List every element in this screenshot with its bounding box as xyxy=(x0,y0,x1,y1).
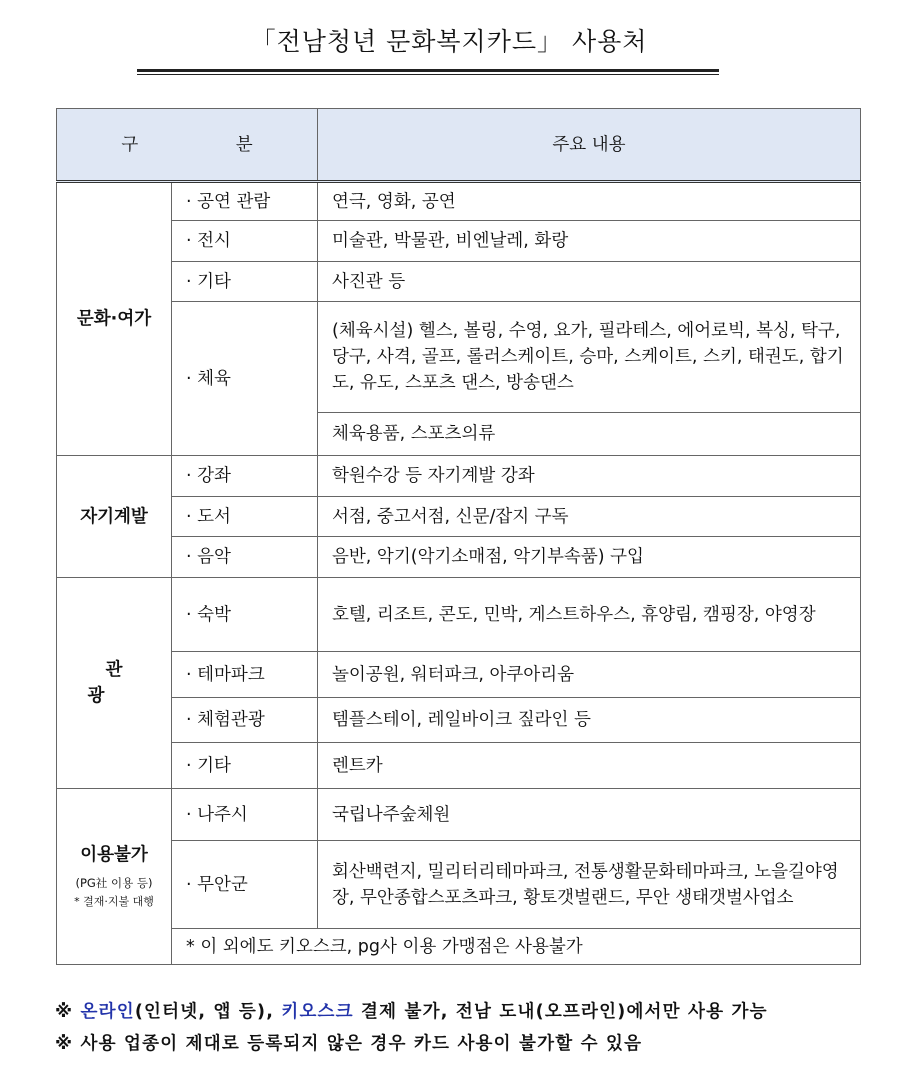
footnotes xyxy=(55,997,875,1061)
footnote-kiosk: 키오스크 xyxy=(281,1002,354,1022)
title-underline xyxy=(137,69,719,72)
sub-category: · 체험관광 xyxy=(172,698,318,743)
sub-category: · 강좌 xyxy=(172,456,318,497)
sub-category: · 나주시 xyxy=(172,789,318,841)
sub-category: · 테마파크 xyxy=(172,652,318,698)
table-row xyxy=(57,537,861,578)
table-row xyxy=(57,262,861,302)
not-allowed-note: * 이 외에도 키오스크, pg사 이용 가맹점은 사용불가 xyxy=(172,929,861,965)
header-content: 주요 내용 xyxy=(318,109,861,182)
category-not-allowed xyxy=(57,789,172,965)
table-header-row xyxy=(57,109,861,182)
content-cell: 회산백련지, 밀리터리테마파크, 전통생활문화테마파크, 노을길야영장, 무안종합스포츠파크, 황토갯벌랜드, 무안 생태갯벌사업소 xyxy=(318,841,861,929)
header-category: 구 분 xyxy=(57,109,318,182)
table-row xyxy=(57,302,861,413)
category-tourism xyxy=(57,578,172,789)
sub-category: · 무안군 xyxy=(172,841,318,929)
table-row xyxy=(57,743,861,789)
footnote-1 xyxy=(55,997,875,1029)
content-cell: 렌트카 xyxy=(318,743,861,789)
content-cell: 음반, 악기(악기소매점, 악기부속품) 구입 xyxy=(318,537,861,578)
page-title: 「전남청년 문화복지카드」 사용처 xyxy=(250,27,648,56)
content-cell: 연극, 영화, 공연 xyxy=(318,182,861,221)
content-cell: 서점, 중고서점, 신문/잡지 구독 xyxy=(318,497,861,537)
content-cell: 호텔, 리조트, 콘도, 민박, 게스트하우스, 휴양림, 캠핑장, 야영장 xyxy=(318,578,861,652)
table-row xyxy=(57,578,861,652)
category-culture: 문화·여가 xyxy=(57,182,172,456)
footnote-mid: (인터넷, 앱 등), xyxy=(134,1002,282,1022)
content-cell: 미술관, 박물관, 비엔날레, 화랑 xyxy=(318,221,861,262)
table-row xyxy=(57,789,861,841)
category-note: (PG社 이용 등) xyxy=(75,875,153,890)
table-row xyxy=(57,182,861,221)
footnote-2: ※ 사용 업종이 제대로 등록되지 않은 경우 카드 사용이 불가할 수 있음 xyxy=(55,1034,643,1054)
usage-table xyxy=(56,108,861,965)
content-cell: (체육시설) 헬스, 볼링, 수영, 요가, 필라테스, 에어로빅, 복싱, 탁구, 당구, 사격, 골프, 롤러스케이트, 승마, 스케이트, 스키, 태권도, 합기도, 유도, 스포츠 댄스, 방송댄스 xyxy=(318,302,861,413)
category-note-sub: * 결재·지불 대행 xyxy=(74,894,154,908)
sub-category: · 체육 xyxy=(172,302,318,456)
table-row xyxy=(57,652,861,698)
table-row xyxy=(57,698,861,743)
sub-category: · 기타 xyxy=(172,743,318,789)
table-row xyxy=(57,841,861,929)
sub-category: · 음악 xyxy=(172,537,318,578)
sub-category: · 숙박 xyxy=(172,578,318,652)
content-cell: 템플스테이, 레일바이크 짚라인 등 xyxy=(318,698,861,743)
content-cell: 놀이공원, 워터파크, 아쿠아리움 xyxy=(318,652,861,698)
content-cell: 국립나주숲체원 xyxy=(318,789,861,841)
content-cell: 사진관 등 xyxy=(318,262,861,302)
title-underline-thin xyxy=(137,74,719,75)
table-row xyxy=(57,497,861,537)
category-not-allowed-label: 이용불가 xyxy=(80,844,148,865)
table-row xyxy=(57,221,861,262)
content-cell: 학원수강 등 자기계발 강좌 xyxy=(318,456,861,497)
table-row xyxy=(57,929,861,965)
footnote-suffix: 결제 불가, 전남 도내(오프라인)에서만 사용 가능 xyxy=(353,1002,768,1022)
table-row xyxy=(57,456,861,497)
category-self-dev: 자기계발 xyxy=(57,456,172,578)
sub-category: · 전시 xyxy=(172,221,318,262)
footnote-online: 온라인 xyxy=(80,1002,135,1022)
category-tourism-label: 관 광 xyxy=(87,660,159,706)
content-cell: 체육용품, 스포츠의류 xyxy=(318,413,861,456)
footnote-mark: ※ xyxy=(55,1002,81,1022)
sub-category: · 도서 xyxy=(172,497,318,537)
sub-category: · 공연 관람 xyxy=(172,182,318,221)
sub-category: · 기타 xyxy=(172,262,318,302)
